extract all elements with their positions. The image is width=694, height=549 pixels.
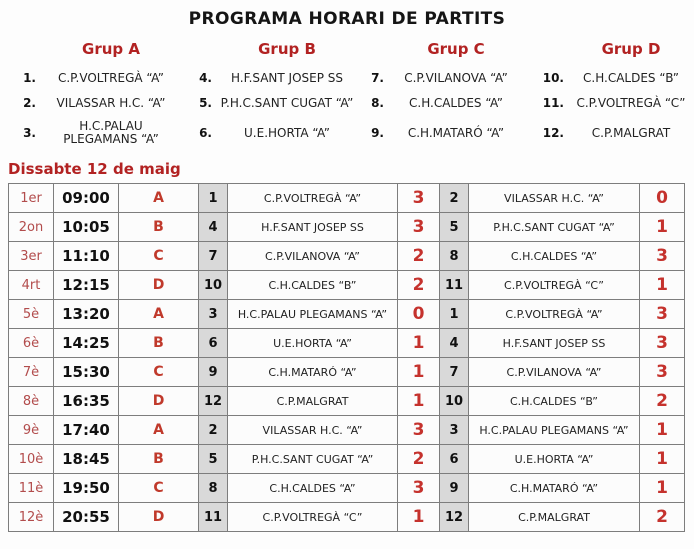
home-team-number: 12 [199,387,228,416]
away-team-number: 1 [440,300,469,329]
match-time: 19:50 [54,474,119,503]
home-team-name: C.H.CALDES “A” [228,474,398,503]
away-team-name: VILASSAR H.C. “A” [469,184,640,213]
away-team-number: 6 [440,445,469,474]
group-header-spacer [0,53,40,54]
home-team-score: 3 [398,416,440,445]
away-team-name: H.F.SANT JOSEP SS [469,329,640,358]
home-team-number: 2 [199,416,228,445]
home-team-number: 5 [199,445,228,474]
match-group-letter: A [119,184,199,213]
home-team-number: 8 [199,474,228,503]
home-team-name: C.H.MATARÓ “A” [228,358,398,387]
match-time: 15:30 [54,358,119,387]
away-team-score: 2 [640,503,685,532]
away-team-score: 3 [640,242,685,271]
table-row [9,300,685,329]
table-row [9,213,685,242]
home-team-name: C.P.VOLTREGÀ “C” [228,503,398,532]
match-ordinal: 9è [9,416,54,445]
home-team-name: C.P.VOLTREGÀ “A” [228,184,398,213]
group-team-name: H.C.PALAU PLEGAMANS “A” [63,119,159,146]
group-team-number: 12. [542,125,564,140]
home-team-score: 0 [398,300,440,329]
table-row [9,242,685,271]
schedule-table [8,183,685,532]
match-time: 10:05 [54,213,119,242]
page-title: PROGRAMA HORARI DE PARTITS [188,9,506,29]
group-team-name: C.P.MALGRAT [591,125,671,140]
group-header-spacer [358,53,388,54]
home-team-number: 7 [199,242,228,271]
table-row [9,184,685,213]
away-team-number: 9 [440,474,469,503]
match-time: 12:15 [54,271,119,300]
table-row [9,445,685,474]
match-ordinal: 1er [9,184,54,213]
home-team-number: 4 [199,213,228,242]
away-team-name: P.H.C.SANT CUGAT “A” [469,213,640,242]
group-team-number: 3. [23,125,36,140]
home-team-score: 1 [398,503,440,532]
home-team-score: 1 [398,358,440,387]
match-time: 17:40 [54,416,119,445]
match-group-letter: A [119,300,199,329]
group-team-name: VILASSAR H.C. “A” [56,96,166,110]
home-team-score: 1 [398,329,440,358]
group-team-name: C.P.VOLTREGÀ “A” [57,71,165,85]
match-ordinal: 6è [9,329,54,358]
away-team-name: C.P.VOLTREGÀ “C” [469,271,640,300]
table-row [9,271,685,300]
match-time: 14:25 [54,329,119,358]
group-header: Grup C [427,40,485,58]
away-team-number: 5 [440,213,469,242]
away-team-name: C.H.CALDES “B” [469,387,640,416]
match-time: 13:20 [54,300,119,329]
away-team-number: 4 [440,329,469,358]
home-team-number: 11 [199,503,228,532]
group-team-number: 11. [542,96,564,110]
home-team-name: P.H.C.SANT CUGAT “A” [228,445,398,474]
home-team-number: 1 [199,184,228,213]
group-team-number: 4. [199,71,212,85]
match-ordinal: 8è [9,387,54,416]
away-team-score: 3 [640,300,685,329]
group-header-spacer [524,53,568,54]
group-header: Grup D [601,40,661,58]
schedule-page [0,9,694,549]
away-team-score: 1 [640,474,685,503]
match-ordinal: 4rt [9,271,54,300]
table-row [9,358,685,387]
away-team-name: C.H.CALDES “A” [469,242,640,271]
away-team-score: 2 [640,387,685,416]
group-team-name: C.H.CALDES “A” [409,96,503,110]
match-ordinal: 10è [9,445,54,474]
group-team-number: 7. [371,71,384,85]
away-team-name: C.P.VOLTREGÀ “A” [469,300,640,329]
home-team-score: 2 [398,445,440,474]
group-team-number: 6. [199,125,212,140]
away-team-name: C.P.VILANOVA “A” [469,358,640,387]
match-time: 16:35 [54,387,119,416]
away-team-number: 7 [440,358,469,387]
match-time: 09:00 [54,184,119,213]
away-team-number: 12 [440,503,469,532]
groups-grid [0,40,694,150]
match-ordinal: 5è [9,300,54,329]
home-team-name: C.P.VILANOVA “A” [228,242,398,271]
away-team-score: 1 [640,213,685,242]
match-group-letter: C [119,358,199,387]
away-team-number: 10 [440,387,469,416]
match-ordinal: 2on [9,213,54,242]
home-team-number: 3 [199,300,228,329]
home-team-name: C.P.MALGRAT [228,387,398,416]
group-team-number: 9. [371,125,384,140]
away-team-score: 1 [640,271,685,300]
away-team-score: 3 [640,358,685,387]
match-ordinal: 3er [9,242,54,271]
group-team-name: C.H.MATARÓ “A” [407,125,505,140]
away-team-score: 1 [640,416,685,445]
home-team-score: 3 [398,213,440,242]
group-team-number: 2. [23,96,36,110]
home-team-score: 1 [398,387,440,416]
away-team-name: C.P.MALGRAT [469,503,640,532]
group-team-name: C.H.CALDES “B” [583,71,679,85]
group-header-spacer [182,53,216,54]
match-group-letter: B [119,445,199,474]
table-row [9,416,685,445]
away-team-score: 1 [640,445,685,474]
home-team-score: 3 [398,184,440,213]
group-team-number: 1. [23,71,36,85]
match-time: 20:55 [54,503,119,532]
away-team-name: H.C.PALAU PLEGAMANS “A” [469,416,640,445]
away-team-number: 8 [440,242,469,271]
group-team-name: C.P.VOLTREGÀ “C” [576,96,686,110]
home-team-name: C.H.CALDES “B” [228,271,398,300]
match-group-letter: C [119,474,199,503]
away-team-score: 0 [640,184,685,213]
away-team-name: C.H.MATARÓ “A” [469,474,640,503]
group-team-number: 5. [199,96,212,110]
match-ordinal: 11è [9,474,54,503]
home-team-number: 10 [199,271,228,300]
match-group-letter: A [119,416,199,445]
group-team-number: 10. [542,71,564,85]
home-team-name: H.C.PALAU PLEGAMANS “A” [228,300,398,329]
table-row [9,474,685,503]
match-group-letter: D [119,387,199,416]
away-team-number: 3 [440,416,469,445]
match-group-letter: C [119,242,199,271]
home-team-name: VILASSAR H.C. “A” [228,416,398,445]
away-team-score: 3 [640,329,685,358]
group-header: Grup B [258,40,316,58]
home-team-score: 2 [398,271,440,300]
match-group-letter: D [119,503,199,532]
group-team-name: U.E.HORTA “A” [244,125,330,140]
table-row [9,387,685,416]
match-group-letter: D [119,271,199,300]
date-header: Dissabte 12 de maig [8,160,181,178]
home-team-score: 2 [398,242,440,271]
group-team-number: 8. [371,96,384,110]
away-team-number: 2 [440,184,469,213]
match-group-letter: B [119,329,199,358]
away-team-name: U.E.HORTA “A” [469,445,640,474]
group-header: Grup A [82,40,140,58]
match-time: 18:45 [54,445,119,474]
schedule-body [9,184,685,532]
group-team-name: P.H.C.SANT CUGAT “A” [220,96,354,110]
match-group-letter: B [119,213,199,242]
group-team-name: H.F.SANT JOSEP SS [230,71,344,85]
home-team-name: H.F.SANT JOSEP SS [228,213,398,242]
match-ordinal: 7è [9,358,54,387]
home-team-score: 3 [398,474,440,503]
away-team-number: 11 [440,271,469,300]
table-row [9,503,685,532]
home-team-name: U.E.HORTA “A” [228,329,398,358]
home-team-number: 9 [199,358,228,387]
match-ordinal: 12è [9,503,54,532]
match-time: 11:10 [54,242,119,271]
home-team-number: 6 [199,329,228,358]
table-row [9,329,685,358]
group-team-name: C.P.VILANOVA “A” [404,71,508,85]
